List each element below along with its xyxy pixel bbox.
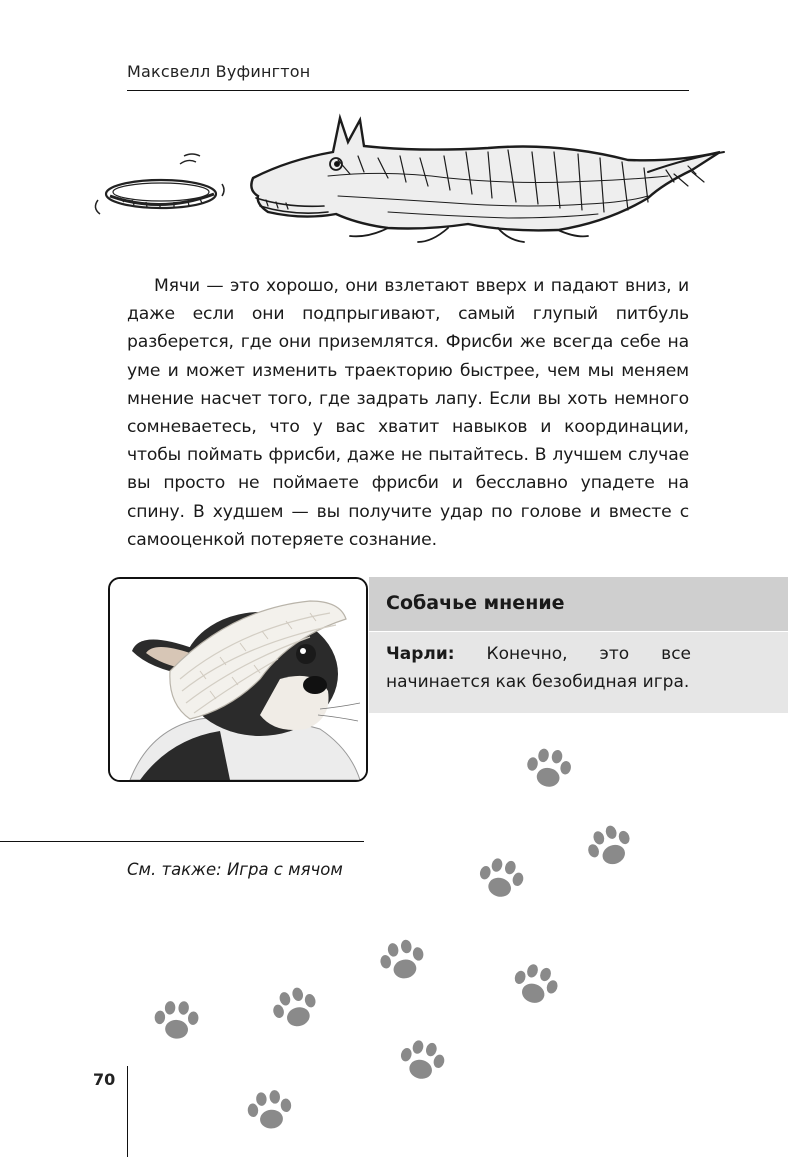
dog-illustration bbox=[88, 112, 728, 252]
body-paragraph: Мячи — это хорошо, они взлетают вверх и падают вниз, и даже если они подпрыгивают, самый глупый питбуль разберется, где они приземлятся. Фрисби же всегда себе на уме и может изменить траекторию быстрее, чем мы меняем мнение насчет того, где задрать лапу. Если вы хоть немного сомневаетесь, что у вас хватит навыков и координации, чтобы поймать фрисби, даже не пытайтесь. В лучшем случае вы просто не поймаете фрисби и бесславно упадете на спину. В худшем — вы получите удар по голове и вместе с самооценкой потеряете сознание. bbox=[127, 276, 689, 550]
paw-print-icon bbox=[518, 742, 578, 802]
see-also-rule bbox=[0, 841, 364, 842]
page-number: 70 bbox=[93, 1070, 116, 1089]
sidebar-title-bar bbox=[369, 577, 788, 631]
paw-print-icon bbox=[389, 1032, 453, 1096]
frisbee-icon bbox=[95, 154, 224, 214]
header-rule bbox=[127, 90, 689, 91]
running-head: Максвелл Вуфингтон bbox=[127, 62, 311, 81]
sidebar-quote-text: Конечно, это все начинается как безобидная игра. bbox=[386, 644, 691, 692]
page-number-rule bbox=[127, 1066, 128, 1157]
paw-print-icon bbox=[242, 1086, 298, 1142]
chihuahua-photo bbox=[108, 577, 368, 782]
paw-print-icon bbox=[373, 934, 433, 994]
paw-print-icon bbox=[468, 850, 532, 914]
paw-print-icon bbox=[264, 980, 328, 1044]
paw-print-icon bbox=[501, 955, 568, 1022]
paw-print-icon bbox=[148, 996, 204, 1052]
dog-sketch bbox=[251, 118, 724, 242]
sidebar-title: Собачье мнение bbox=[386, 592, 565, 614]
sidebar-quote-box bbox=[369, 632, 788, 713]
bandaged-dog-image bbox=[110, 579, 366, 780]
see-also: См. также: Игра с мячом bbox=[127, 860, 343, 879]
sidebar-speaker: Чарли: bbox=[386, 644, 455, 664]
paw-print-icon bbox=[578, 817, 645, 884]
sidebar-quote bbox=[386, 640, 691, 696]
